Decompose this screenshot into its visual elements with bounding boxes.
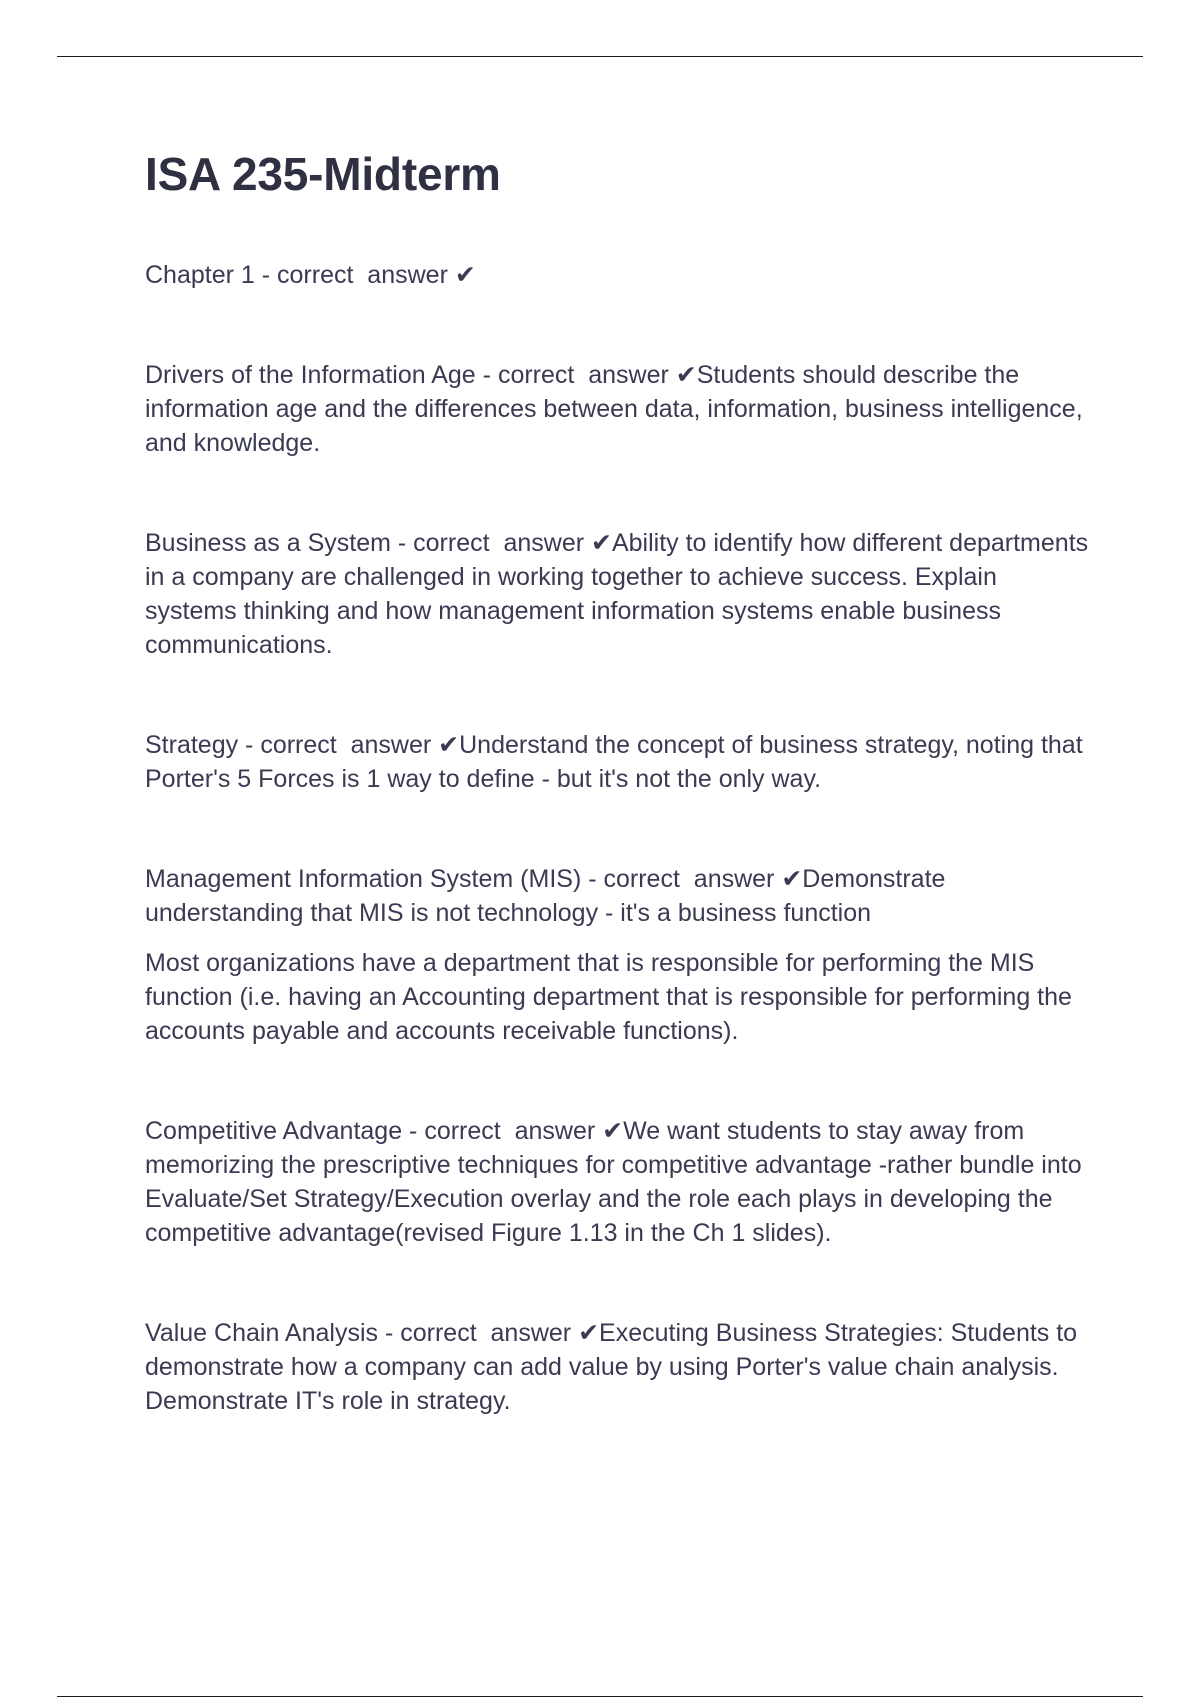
qa-entry-business-as-system: Business as a System - correct answer ✔Ability to identify how different departments in a company are challenged in working together to achieve success. Explain systems thinking and how management information systems enable business communications. [145,529,1096,659]
answer-label: correct answer [400,1319,572,1347]
entry-answer-continuation: Most organizations have a department that is responsible for performing the MIS function (i.e. having an Accounting department that is responsible for performing the accounts payable and accounts receivable functions). [145,949,1072,1045]
qa-entry-mis: Management Information System (MIS) - correct answer ✔Demonstrate understanding that MIS is not technology - it's a business function [145,865,953,927]
document-title: ISA 235-Midterm [145,148,501,200]
entry-term: Value Chain Analysis [145,1319,379,1347]
qa-entry-drivers-information-age: Drivers of the Information Age - correct answer ✔Students should describe the information age and the differences between data, information, business intelligence, and knowledge. [145,361,1090,457]
entry-term: Drivers of the Information Age [145,361,476,389]
entry-answer: Students should describe the information age and the differences between data, information, business intelligence, and knowledge. [145,361,1090,457]
entry-term: Competitive Advantage [145,1117,403,1145]
qa-entry-competitive-advantage: Competitive Advantage - correct answer ✔We want students to stay away from memorizing the prescriptive techniques for competitive advantage -rather bundle into Evaluate/Set Strategy/Execution overlay and the role each plays in developing the competitive advantage(revised Figure 1.13 in the Ch 1 slides). [145,1117,1089,1247]
answer-label: correct answer [603,865,775,893]
bottom-rule [57,1696,1143,1697]
document-body [145,140,1095,1418]
entry-term: Chapter 1 [145,261,255,289]
checkmark-icon: ✔ [438,731,460,759]
entry-answer: Executing Business Strategies: Students to demonstrate how a company can add value by using Porter's value chain analysis. Demonstrate IT's role in strategy. [145,1319,1085,1415]
entry-term: Management Information System (MIS) [145,865,582,893]
checkmark-icon: ✔ [454,261,476,289]
qa-entry-mis-continuation [145,946,1095,1048]
entry-answer: We want students to stay away from memorizing the prescriptive techniques for competitive advantage -rather bundle into Evaluate/Set Strategy/Execution overlay and the role each plays in developing the competitive advantage(revised Figure 1.13 in the Ch 1 slides). [145,1117,1089,1247]
checkmark-icon: ✔ [578,1319,600,1347]
entry-term: Strategy [145,731,239,759]
checkmark-icon: ✔ [591,529,612,557]
answer-label: correct answer [497,361,669,389]
answer-label: correct answer [260,731,432,759]
qa-entry-strategy: Strategy - correct answer ✔Understand the concept of business strategy, noting that Porter's 5 Forces is 1 way to define - but it's not the only way. [145,731,1090,793]
entry-answer: Demonstrate understanding that MIS is not technology - it's a business function [145,865,953,927]
top-rule [57,56,1143,57]
entry-term: Business as a System [145,529,391,557]
checkmark-icon: ✔ [781,865,803,893]
entry-answer: Ability to identify how different departments in a company are challenged in working together to achieve success. Explain systems thinking and how management information systems enable business communications. [145,529,1096,659]
qa-entry-chapter-1: Chapter 1 - correct answer ✔ [145,261,476,289]
checkmark-icon: ✔ [675,361,697,389]
answer-label: correct answer [413,529,585,557]
entry-answer: Understand the concept of business strategy, noting that Porter's 5 Forces is 1 way to define - but it's not the only way. [145,731,1090,793]
answer-label: correct answer [277,261,448,289]
qa-entry-value-chain-analysis: Value Chain Analysis - correct answer ✔Executing Business Strategies: Students to demonstrate how a company can add value by using Porter's value chain analysis. Demonstrate IT's role in strategy. [145,1319,1085,1415]
answer-label: correct answer [424,1117,596,1145]
checkmark-icon: ✔ [602,1117,624,1145]
